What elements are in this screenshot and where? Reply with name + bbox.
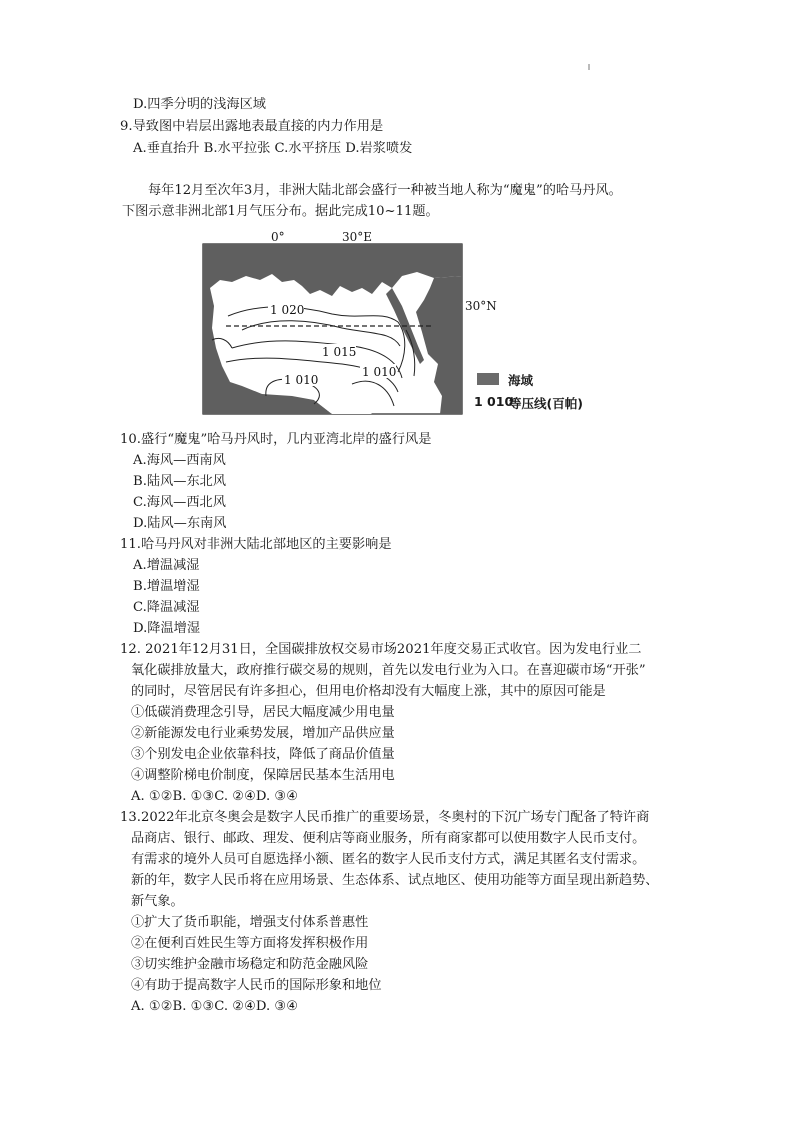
- q13-stem-line-2: 品商店、银行、邮政、理发、便利店等商业服务，所有商家都可以使用数字人民币支付。: [131, 831, 646, 846]
- q9-options: A.垂直抬升 B.水平拉张 C.水平挤压 D.岩浆喷发: [133, 141, 413, 156]
- lon-30e-label: 30°E: [342, 230, 373, 244]
- q10-option-d: D.陆风—东南风: [133, 516, 227, 531]
- pressure-map: [202, 236, 614, 420]
- q13-stem-line-1: 13.2022年北京冬奥会是数字人民币推广的重要场景，冬奥村的下沉广场专门配备了特许商: [120, 810, 650, 825]
- lon-0-label: 0°: [271, 230, 285, 244]
- q12-statement-4: ④调整阶梯电价制度，保障居民基本生活用电: [131, 768, 395, 783]
- q13-statement-3: ③切实维护金融市场稳定和防范金融风险: [131, 957, 369, 972]
- q10-option-b: B.陆风—东北风: [133, 474, 227, 489]
- q11-option-b: B.增温增湿: [133, 579, 200, 594]
- q12-statement-2: ②新能源发电行业乘势发展，增加产品供应量: [131, 726, 395, 741]
- q12-stem-line-3: 的同时，尽管居民有许多担心，但用电价格却没有大幅度上涨，其中的原因可能是: [131, 684, 606, 699]
- scan-mark: [588, 64, 590, 70]
- label-1010-east: 1 010: [362, 365, 397, 379]
- legend-sea-swatch: [477, 373, 499, 385]
- lat-30n-label: 30°N: [465, 299, 497, 313]
- q8-option-d: D.四季分明的浅海区域: [133, 97, 266, 112]
- q10-option-a: A.海风—西南风: [133, 453, 226, 468]
- q11-option-c: C.降温减湿: [133, 600, 200, 615]
- q11-option-a: A.增温减湿: [133, 558, 200, 573]
- q10-option-c: C.海风—西北风: [133, 495, 226, 510]
- q13-stem-line-3: 有需求的境外人员可自愿选择小额、匿名的数字人民币支付方式，满足其匿名支付需求。: [131, 852, 646, 867]
- legend-sea-label: 海域: [508, 373, 534, 388]
- q12-stem-line-2: 氧化碳排放量大，政府推行碳交易的规则，首先以发电行业为入口。在喜迎碳市场“开张”: [131, 663, 646, 678]
- q12-statement-1: ①低碳消费理念引导，居民大幅度减少用电量: [131, 705, 395, 720]
- q10-stem: 10.盛行“魔鬼”哈马丹风时，几内亚湾北岸的盛行风是: [120, 432, 432, 447]
- intro-line-2: 下图示意非洲北部1月气压分布。据此完成10~11题。: [122, 204, 439, 219]
- legend-isobar-number: 1 010: [474, 394, 514, 409]
- q11-stem: 11.哈马丹风对非洲大陆北部地区的主要影响是: [120, 537, 392, 552]
- q13-stem-line-5: 新气象。: [131, 894, 184, 909]
- q11-option-d: D.降温增湿: [133, 621, 201, 636]
- q13-stem-line-4: 新的年，数字人民币将在应用场景、生态体系、试点地区、使用功能等方面呈现出新趋势、: [131, 873, 659, 888]
- q13-statement-4: ④有助于提高数字人民币的国际形象和地位: [131, 978, 382, 993]
- label-1020: 1 020: [270, 303, 305, 317]
- q12-stem-line-1: 12. 2021年12月31日，全国碳排放权交易市场2021年度交易正式收官。因为发电行业二: [120, 642, 642, 657]
- q13-options: A. ①②B. ①③C. ②④D. ③④: [131, 999, 299, 1014]
- intro-line-1: 每年12月至次年3月，非洲大陆北部会盛行一种被当地人称为“魔鬼”的哈马丹风。: [148, 183, 622, 198]
- q12-options: A. ①②B. ①③C. ②④D. ③④: [131, 789, 299, 804]
- legend-isobar-label: 等压线(百帕): [509, 396, 583, 411]
- q9-stem: 9.导致图中岩层出露地表最直接的内力作用是: [120, 119, 384, 134]
- label-1015: 1 015: [322, 345, 357, 359]
- q13-statement-1: ①扩大了货币职能，增强支付体系普惠性: [131, 915, 369, 930]
- q12-statement-3: ③个别发电企业依靠科技，降低了商品价值量: [131, 747, 395, 762]
- label-1010-west: 1 010: [284, 373, 319, 387]
- q13-statement-2: ②在便利百姓民生等方面将发挥积极作用: [131, 936, 369, 951]
